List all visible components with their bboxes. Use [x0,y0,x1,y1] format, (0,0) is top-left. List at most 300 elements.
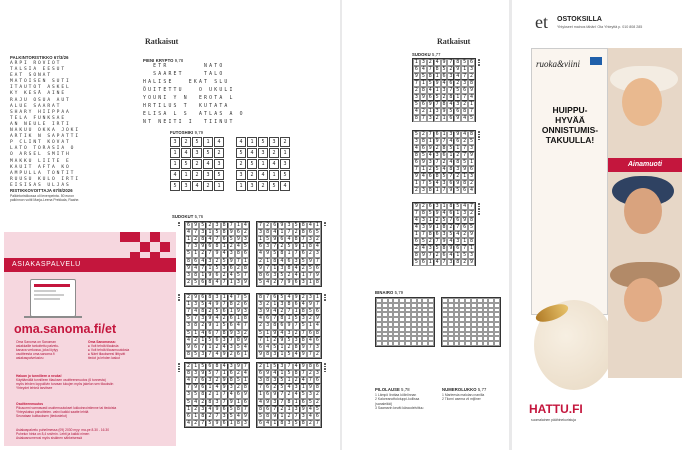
sudoku-cell: 8 [271,258,278,265]
sudoku-cell: 3 [185,322,192,329]
sudoku-cell: 6 [206,363,213,370]
word-search-row: AN NEULE IRTI [10,121,71,127]
sudoku-cell: 3 [206,377,213,384]
sudoku-cell: 7 [213,413,220,420]
sudoku-grid [256,293,322,359]
sudoku-cell: 8 [206,294,213,301]
sudoku-cell: 5 [206,337,213,344]
sudoku-cell: 1 [421,166,425,172]
sudoku-cell: 2 [206,413,213,420]
sudoku-cell: 4 [449,238,453,244]
sudoku-cell: 8 [257,406,264,413]
sudoku-cell: 4 [257,399,264,406]
slogan-line: ONNISTUMIS- [541,125,599,135]
sudoku-cell: 4 [213,351,220,358]
sudoku-cell: 3 [278,301,285,308]
sudoku-cell: 4 [463,203,467,209]
futoshiki-cell: 2 [280,137,290,147]
sudoku-cell: 8 [421,210,425,216]
sudoku-cell: 3 [435,203,439,209]
sudoku-cell: 3 [293,258,300,265]
hat-photo-column[interactable] [608,48,682,378]
sudoku-cell: 6 [206,243,213,250]
futoshiki-cell: 3 [258,148,268,158]
word-search-row: KY KESÄ AINE [10,91,66,97]
sudoku-cell: 6 [435,131,439,137]
crypto-row: ÖUITETTU O UKULI [143,88,235,93]
sudoku-cell: 9 [271,236,278,243]
sudoku-cell: 5 [278,272,285,279]
sudoku-cell: 7 [449,217,453,223]
sudoku-cell: 3 [421,217,425,223]
sudoku-cell: 2 [213,377,220,384]
sudoku-cell: 5 [257,330,264,337]
sudoku-cell: 3 [307,236,314,243]
sudoku-cell: 4 [449,252,453,258]
sudoku-cell: 7 [199,344,206,351]
sudoku-cell: 9 [242,413,249,420]
sudoku-cell: 9 [264,399,271,406]
sudoku-cell: 6 [421,101,425,107]
sudoku-cell: 5 [428,80,432,86]
futoshiki-cell: 5 [258,137,268,147]
sudoku-cell: 3 [199,229,206,236]
sudoku-cell: 9 [421,94,425,100]
sudoku-cell: 6 [192,344,199,351]
binairo-grid [375,297,435,347]
crypto-grid [143,63,245,127]
sudoku-cell: 9 [278,222,285,229]
right-page [342,0,509,450]
sudoku-cell: 7 [271,406,278,413]
sudoku-cell: 7 [421,115,425,121]
sudoku-cell: 9 [257,351,264,358]
sudoku-cell: 2 [242,330,249,337]
sudoku-cell: 9 [192,222,199,229]
futoshiki-cell: 1 [236,181,246,191]
sudoku-cell: 2 [221,272,228,279]
slogan-line: HUIPPU- [552,105,588,115]
difficulty-dots [478,59,480,67]
sudoku-cell: 8 [314,330,321,337]
sudoku-cell: 2 [228,243,235,250]
futoshiki-cell: 2 [181,137,191,147]
sudoku-cell: 6 [300,399,307,406]
sudoku-cell: 4 [456,231,460,237]
sudoku-cell: 9 [228,258,235,265]
sudoku-cell: 7 [414,80,418,86]
sudoku-cell: 6 [199,279,206,286]
sudoku-cell: 1 [314,222,321,229]
sudoku-cell: 4 [271,229,278,236]
sudoku-cell: 3 [314,250,321,257]
sudoku-cell: 1 [300,384,307,391]
sudoku-cell: 1 [414,59,418,65]
futoshiki-cell: 3 [170,137,180,147]
sudoku-cell: 6 [185,222,192,229]
sudoku-cell: 9 [456,66,460,72]
sudoku-cell: 9 [470,231,474,237]
sudoku-cell: 2 [206,391,213,398]
sudoku-cell: 9 [414,73,418,79]
sudoku-cell: 5 [307,308,314,315]
difficulty-dots [178,222,180,227]
sudoku-cell: 8 [428,187,432,193]
sudoku-cell: 7 [314,258,321,265]
sudoku-cell: 2 [213,258,220,265]
hattu-fi-logo[interactable]: HATTU.FI [529,402,583,416]
sudoku-cell: 9 [192,384,199,391]
left-page-header: Ratkaisut [145,37,179,46]
sudoku-cell: 6 [271,294,278,301]
futoshiki-cell: 4 [192,181,202,191]
sudoku-cell: 5 [435,245,439,251]
sudoku-cell: 6 [271,222,278,229]
sudoku-cell: 8 [470,131,474,137]
oma-sanoma-url[interactable]: oma.sanoma.fi/et [14,322,117,336]
sudoku-cell: 3 [192,301,199,308]
sudoku-cell: 6 [314,413,321,420]
sudoku-cell: 9 [314,272,321,279]
sudoku-cell: 8 [314,384,321,391]
sudoku-cell: 4 [470,187,474,193]
sudoku-cell: 1 [285,250,292,257]
sudoku-cell: 4 [314,322,321,329]
sudoku-cell: 7 [242,272,249,279]
sudoku-cell: 7 [307,272,314,279]
sudoku-cell: 5 [185,250,192,257]
sudoku-cell: 4 [421,245,425,251]
sudoku-cell: 3 [449,259,453,265]
sudoku-cell: 5 [435,94,439,100]
sudoku-cell: 9 [414,173,418,179]
sudoku-cell: 2 [278,308,285,315]
sudoku-cell: 5 [456,187,460,193]
sudoku-cell: 4 [414,224,418,230]
futoshiki-cell: 5 [170,181,180,191]
sudoku-cell: 3 [257,229,264,236]
ad-col2-line: ● Voit tehdä tilauksia [88,344,119,349]
sudoku-cell: 5 [285,370,292,377]
sudoku-cell: 4 [206,236,213,243]
sudoku-cell: 8 [285,399,292,406]
sudoku-cell: 8 [449,203,453,209]
sudoku-cell: 8 [206,399,213,406]
sudoku-cell: 3 [242,420,249,427]
sudoku-cell: 3 [463,80,467,86]
sudoku-cell: 5 [421,152,425,158]
sudoku-cell: 1 [293,399,300,406]
sudoku-cell: 1 [235,399,242,406]
ostoksilla-title: OSTOKSILLA [557,16,602,23]
ad-address-line: Yhteyskatso pahoittelen. vahvi kaikki saatte lehtiä [16,410,89,415]
word-search-row: EISISAS ULJAS [10,182,71,188]
sudoku-cell: 3 [428,115,432,121]
sudoku-cell: 3 [271,272,278,279]
ad-col1-line: asiakkaille tarkoitettu palvelu- [16,344,60,349]
sudoku-cell: 9 [235,363,242,370]
sudoku-cell: 3 [235,330,242,337]
sudoku-cell: 4 [463,131,467,137]
sudoku-cell: 5 [442,66,446,72]
sudoku-cell: 3 [285,222,292,229]
sudoku-cell: 4 [414,217,418,223]
sudoku-cell: 3 [257,308,264,315]
sudoku-cell: 2 [185,279,192,286]
sudoku-cell: 4 [264,344,271,351]
sudoku-cell: 5 [414,131,418,137]
sudoku-cell: 5 [185,315,192,322]
sudoku-cell: 4 [235,322,242,329]
woman-face [622,78,662,126]
sudoku-cell: 4 [285,294,292,301]
magazine-ad[interactable] [531,48,608,315]
sudoku-cell: 7 [293,322,300,329]
sudoku-cell: 3 [293,384,300,391]
sudoku-cell: 2 [307,315,314,322]
ad-col2-line: ● Näet tilaukseesi liittyvät [88,352,126,357]
sudoku-cell: 8 [300,222,307,229]
sudoku-cell: 6 [206,330,213,337]
sudoku-cell: 3 [257,377,264,384]
sudoku-cell: 6 [242,399,249,406]
sudoku-cell: 9 [221,384,228,391]
sudoku-cell: 3 [456,238,460,244]
futoshiki-cell: 5 [247,159,257,169]
ad-col1-line: asiakaspalvelusivu [16,356,44,361]
sudoku-cell: 4 [206,406,213,413]
woman-face [624,188,662,234]
sudoku-cell: 7 [285,363,292,370]
sudoku-cell: 5 [221,258,228,265]
sudoku-cell: 8 [435,173,439,179]
sudoku-cell: 6 [456,245,460,251]
sudoku-cell: 2 [285,391,292,398]
sudoku-cell: 7 [185,243,192,250]
sudoku-cell: 6 [221,420,228,427]
ad-col1-line: Oma Sanoma on Sanoman [16,340,56,344]
sudoku-cell: 1 [278,351,285,358]
sudoku-cell: 1 [206,265,213,272]
sudoku-cell: 4 [278,330,285,337]
word-search-row: RAJU OSUA AUT [10,97,71,103]
ad-address-line: Seurataan kuittauksen (tiedustelut) [16,414,67,419]
sudoku-cell: 8 [463,108,467,114]
sudoku-cell: 2 [235,265,242,272]
sudoku-cell: 6 [192,258,199,265]
sudoku-cell: 7 [192,229,199,236]
futoshiki-cell: 4 [170,170,180,180]
futoshiki-grid-1 [170,137,224,191]
sudoku-cell: 3 [264,322,271,329]
customer-service-banner: ASIAKASPALVELU [4,258,176,272]
sudoku-cell: 9 [435,138,439,144]
sudoku-cell: 9 [206,322,213,329]
futoshiki-cell: 4 [269,159,279,169]
sudoku-cell: 3 [463,210,467,216]
sudoku-cell: 1 [414,180,418,186]
sudoku-cell: 2 [257,322,264,329]
futoshiki-cell: 4 [247,148,257,158]
sudoku-cell: 6 [300,250,307,257]
sudoku-cell: 6 [264,384,271,391]
sudoku-cell: 2 [285,413,292,420]
sudoku-cell: 9 [242,279,249,286]
sudoku-cell: 6 [242,250,249,257]
sudoku-cell: 8 [199,236,206,243]
sudoku-cell: 9 [442,108,446,114]
sudoku-cell: 2 [307,420,314,427]
sudoku-cell: 8 [185,351,192,358]
futoshiki-cell: 3 [181,181,191,191]
sudoku-cell: 7 [414,210,418,216]
sudoku-cell: 3 [264,243,271,250]
difficulty-dots [178,294,180,302]
sudoku-cell: 5 [257,413,264,420]
et-logo: et [535,12,548,32]
sudoku-cell: 8 [414,152,418,158]
sudoku-cell: 4 [293,391,300,398]
sudoku-cell: 8 [242,384,249,391]
sudoku-cell: 2 [293,229,300,236]
sudoku-cell: 1 [192,330,199,337]
sudoku-cell: 5 [449,231,453,237]
sudoku-cell: 3 [470,252,474,258]
ad-help-block [16,374,172,390]
sudoku-cell: 2 [206,222,213,229]
word-search-row: MATOISEN SUTI [10,79,71,85]
sudoku-cell: 7 [463,94,467,100]
sudoku-cell: 9 [300,344,307,351]
crypto-row: HRTILUS T KUTATA [143,104,230,109]
sudoku-cell: 7 [449,87,453,93]
sudoku-cell: 5 [442,217,446,223]
sudoku-cell: 5 [470,115,474,121]
sudoku-cell: 9 [271,330,278,337]
sudoku-cell: 8 [300,229,307,236]
hattu-fi-subtitle: suomalainen päähinekuristuja [531,418,576,422]
futoshiki-cell: 4 [280,181,290,191]
sudoku-cell: 7 [442,187,446,193]
sudoku-cell: 6 [221,308,228,315]
sudoku-cell: 6 [221,406,228,413]
sudoku-cell: 9 [206,315,213,322]
sudoku-cell: 4 [300,377,307,384]
sudoku-cell: 4 [307,337,314,344]
sudoku-cell: 2 [185,294,192,301]
sudoku-cell: 8 [271,322,278,329]
word-search-row: MAKKU LIITE E [10,158,71,164]
sudoku-cell: 8 [221,330,228,337]
sudoku-cell: 8 [414,115,418,121]
ad-hours-line: Asiakaspalvelu puhelimessa (09) 2030 myy: ma-pe 8.30 - 16.30 [16,428,110,432]
sudoku-cell: 5 [293,420,300,427]
sudoku-cell: 1 [463,238,467,244]
sudoku-cell: 8 [293,370,300,377]
sudoku-cell: 7 [213,236,220,243]
sudoku-cell: 1 [442,115,446,121]
sudoku-cell: 1 [442,131,446,137]
sudoku-cell: 2 [257,363,264,370]
ad-address-title: Osoitteenmuutos [16,402,44,406]
sudoku-cell: 5 [414,259,418,265]
sudoku-cell: 8 [278,420,285,427]
sudoku-cell: 4 [278,258,285,265]
sudoku-cell: 7 [435,238,439,244]
sudoku-cell: 3 [192,370,199,377]
sudoku-cell: 1 [228,308,235,315]
sudoku-cell: 4 [192,308,199,315]
sudoku-cell: 4 [442,210,446,216]
sudoku-cell: 2 [199,250,206,257]
sudoku-cell: 4 [421,173,425,179]
sudoku-cell: 7 [442,138,446,144]
sudoku-cell: 6 [314,265,321,272]
sudoku-cell: 9 [300,363,307,370]
sudoku-cell: 4 [185,337,192,344]
sudoku-cell: 8 [449,94,453,100]
sudoku-cell: 6 [463,224,467,230]
sudoku-cell: 9 [185,344,192,351]
sudoku-cell: 1 [206,344,213,351]
sudoku-cell: 1 [228,420,235,427]
word-search-row: TELA FUNKSAE [10,115,66,121]
crypto-row: NT NEITI I TIINUT [143,120,235,125]
winner-line-1: Palkintoristikossa oli levenpeinta. 50 euron [10,194,75,198]
sudoku-cell: 2 [235,370,242,377]
sudoku-cell: 3 [293,337,300,344]
sudoku-cell: 7 [185,308,192,315]
sudoku-cell: 5 [285,351,292,358]
sudoku-cell: 1 [192,250,199,257]
futoshiki-title: FUTOSHIKI 9,79 [170,130,204,135]
sudoku-cell: 2 [192,337,199,344]
crypto-row: ELISA L S ATLAS A O [143,112,245,117]
sudoku-cell: 9 [421,252,425,258]
difficulty-dots [478,203,480,216]
sudoku-cell: 7 [470,108,474,114]
sudoku-cell: 5 [213,265,220,272]
sudoku-cell: 6 [228,265,235,272]
pilolause-title: PILOLAUSE 5,78 [375,387,410,392]
sudoku-cell: 7 [414,166,418,172]
sudoku-cell: 7 [199,420,206,427]
sudoku-cell: 2 [414,87,418,93]
futoshiki-cell: 2 [192,159,202,169]
ad-hours-block [16,428,172,440]
sudoku-left-title: SUDOKUT 5,76 [172,214,204,219]
sudoku-cell: 3 [314,344,321,351]
sudoku-cell: 1 [307,279,314,286]
sudoku-cell: 9 [242,337,249,344]
sudoku-cell: 1 [428,217,432,223]
sudoku-cell: 3 [221,265,228,272]
crypto-row: YOUNI Y N EROTA L [143,96,235,101]
sudoku-cell: 1 [414,231,418,237]
sudoku-cell: 1 [456,145,460,151]
futoshiki-cell: 4 [258,170,268,180]
sudoku-cell: 7 [206,250,213,257]
sudoku-cell: 1 [213,322,220,329]
sudoku-cell: 7 [463,145,467,151]
sudoku-cell: 9 [213,250,220,257]
sudoku-cell: 7 [206,351,213,358]
sudoku-cell: 2 [271,384,278,391]
sudoku-cell: 4 [213,279,220,286]
sudoku-cell: 9 [199,370,206,377]
sudoku-cell: 2 [235,301,242,308]
sudoku-cell: 2 [213,344,220,351]
